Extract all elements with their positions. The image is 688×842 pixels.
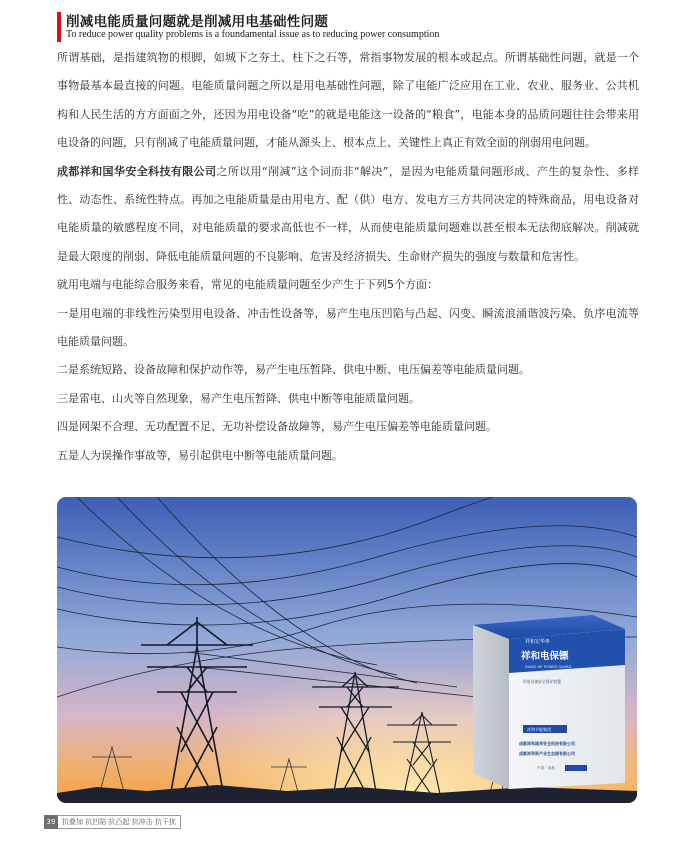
box-bottom-text: 中国 · 成都	[537, 766, 555, 770]
box-company-1: 成都祥和国华安全科技有限公司	[519, 741, 575, 746]
box-top-label: 祥和宏华®	[525, 639, 551, 645]
box-badge: 祥和节能集团	[527, 727, 551, 732]
paragraph-company-text: 之所以用“削减”这个词而非“解决”，是因为电能质量问题形成、产生的复杂性、多样性、动态性、系统性特点。再加之电能质量是由用电方、配（供）电方、发电方三方共同决定的特殊商品，用电设备对电能质量的敏感程度不同，对电能质量的要求高低也不一样，从而使电能质量问题难以甚至根本无法彻底解决。削减就是最大限度的削弱、降低电能质量问题的不良影响、危害及经济损失、生命财产损失的强度与数量和危害性。	[57, 164, 640, 263]
paragraph-item-3: 三是雷电、山火等自然现象，易产生电压暂降、供电中断等电能质量问题。	[57, 391, 420, 405]
footer-tagline: 抗叠加 抗凹陷 抗凸起 抗冲击 抗干扰	[58, 815, 181, 829]
title-accent-bar	[57, 12, 61, 42]
page-footer	[44, 815, 181, 829]
section-subtitle: To reduce power quality problems is a foundamental issue as to reducing power consumption	[66, 29, 440, 40]
paragraph-intro-list: 就用电端与电能综合服务来看，常见的电能质量问题至少产生于下列5个方面：	[57, 278, 438, 292]
product-box	[473, 615, 625, 789]
box-brand: 祥和电保镖	[521, 651, 569, 662]
company-name: 成都祥和国华安全科技有限公司	[57, 164, 217, 178]
box-english: XIANG HE POWER GUARD	[525, 665, 572, 669]
power-tower-photo	[57, 497, 637, 803]
paragraph-item-4: 四是网架不合理、无功配置不足、无功补偿设备故障等，易产生电压偏差等电能质量问题。	[57, 420, 497, 434]
paragraph-item-2: 二是系统短路、设备故障和保护动作等，易产生电压暂降、供电中断、电压偏差等电能质量问题。	[57, 363, 530, 377]
section-title: 削减电能质量问题就是削减用电基础性问题	[66, 14, 329, 30]
page-number: 39	[44, 815, 58, 829]
paragraph-item-5: 五是人为误操作事故等，易引起供电中断等电能质量问题。	[57, 448, 343, 462]
article-body	[57, 44, 639, 470]
paragraph-definition: 所谓基础，是指建筑物的根脚，如城下之夯土、柱下之石等，常指事物发展的根本或起点。所谓基础性问题，就是一个事物最基本最直接的问题。电能质量问题之所以是用电基础性问题，除了电能广泛应用在工业、农业、服务业、公共机构和人民生活的方方面面之外，还因为用电设备“吃”的就是电能这一设备的“粮食”，电能本身的品质问题往往会带来用电设备的问题，只有削减了电能质量问题，才能从源头上、根本点上、关键性上真正有效全面的削弱用电问题。	[57, 51, 639, 150]
box-company-2: 成都祥和资产业生态园有限公司	[519, 751, 575, 756]
paragraph-company	[57, 158, 639, 272]
paragraph-item-1: 一是用电端的非线性污染型用电设备、冲击性设备等，易产生电压凹陷与凸起、闪变、瞬流浪涌谐波污染、负序电流等电能质量问题。	[57, 306, 639, 349]
box-bottom-bar	[565, 765, 587, 771]
box-tagline: 用电设备安全保护装置	[523, 679, 561, 684]
power-tower-illustration	[57, 497, 637, 803]
